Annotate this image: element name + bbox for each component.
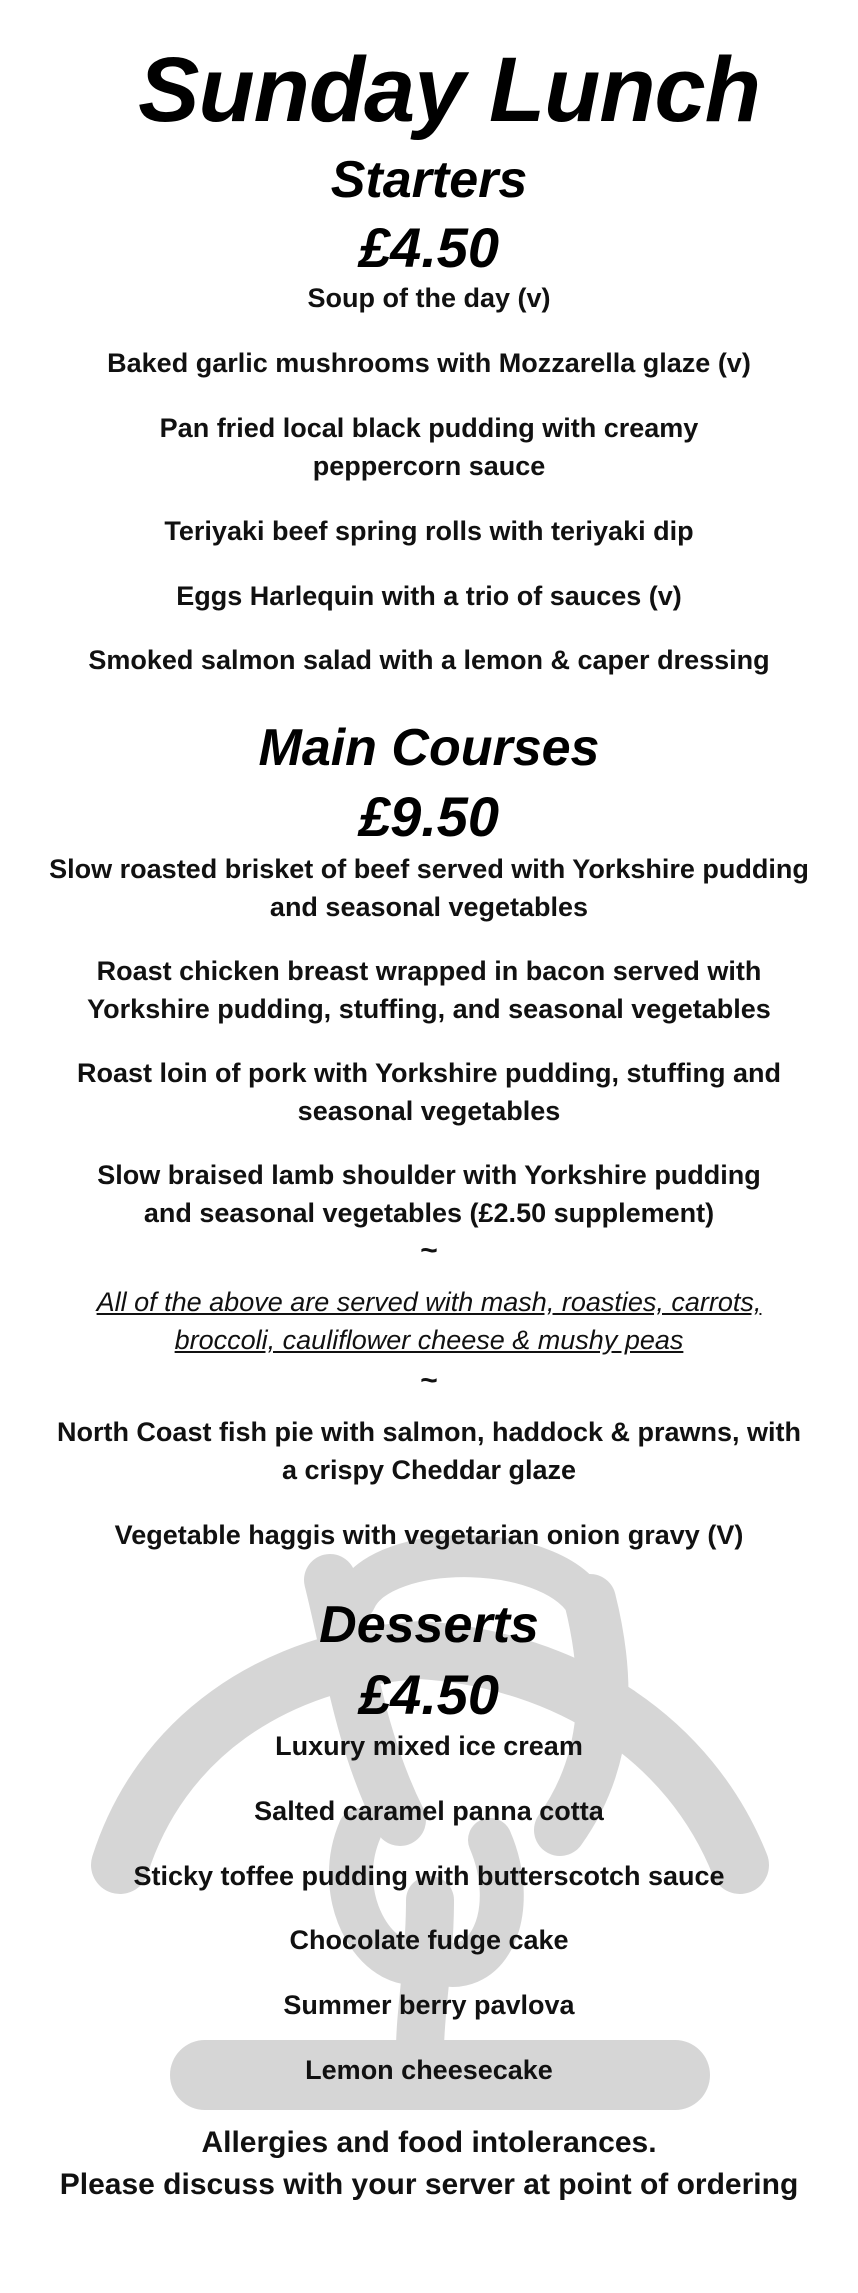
main-item: Slow roasted brisket of beef served with Yorkshire pudding and seasonal vegetables xyxy=(49,854,809,922)
main-item: Roast chicken breast wrapped in bacon served with Yorkshire pudding, stuffing, and seasonal vegetables xyxy=(87,956,771,1024)
separator: ~ xyxy=(420,1234,438,1267)
dessert-item: Lemon cheesecake xyxy=(305,2055,553,2085)
dessert-item: Sticky toffee pudding with butterscotch sauce xyxy=(133,1861,725,1891)
starter-item: Smoked salmon salad with a lemon & caper dressing xyxy=(88,645,770,675)
starters-price: £4.50 xyxy=(358,216,500,279)
main-item: North Coast fish pie with salmon, haddock & prawns, with a crispy Cheddar glaze xyxy=(56,1417,802,1485)
dessert-item: Luxury mixed ice cream xyxy=(275,1731,583,1761)
starters-heading: Starters xyxy=(330,151,528,209)
mains-price: £9.50 xyxy=(358,785,500,848)
main-item: Slow braised lamb shoulder with Yorkshire pudding and seasonal vegetables (£2.50 supplement) xyxy=(97,1160,761,1228)
starter-item: Pan fried local black pudding with creamy peppercorn sauce xyxy=(159,413,699,481)
desserts-price: £4.50 xyxy=(358,1663,500,1726)
starter-item: Eggs Harlequin with a trio of sauces (v) xyxy=(176,581,682,611)
page-title: Sunday Lunch xyxy=(138,39,760,141)
separator: ~ xyxy=(420,1364,438,1397)
dessert-item: Summer berry pavlova xyxy=(283,1990,575,2020)
mains-heading: Main Courses xyxy=(258,719,600,777)
starter-item: Soup of the day (v) xyxy=(307,283,551,313)
dessert-item: Salted caramel panna cotta xyxy=(254,1796,604,1826)
desserts-heading: Desserts xyxy=(319,1596,539,1654)
main-item: Vegetable haggis with vegetarian onion gravy (V) xyxy=(114,1520,744,1550)
dessert-item: Chocolate fudge cake xyxy=(289,1925,569,1955)
starter-item: Teriyaki beef spring rolls with teriyaki dip xyxy=(164,516,694,546)
main-item: Roast loin of pork with Yorkshire pudding, stuffing and seasonal vegetables xyxy=(77,1058,781,1126)
starter-item: Baked garlic mushrooms with Mozzarella glaze (v) xyxy=(107,348,751,378)
allergy-instruction: Please discuss with your server at point of ordering xyxy=(59,2168,799,2201)
allergy-notice: Allergies and food intolerances. xyxy=(201,2126,657,2159)
mains-note: All of the above are served with mash, roasties, carrots, broccoli, cauliflower cheese & mushy peas xyxy=(96,1287,762,1355)
